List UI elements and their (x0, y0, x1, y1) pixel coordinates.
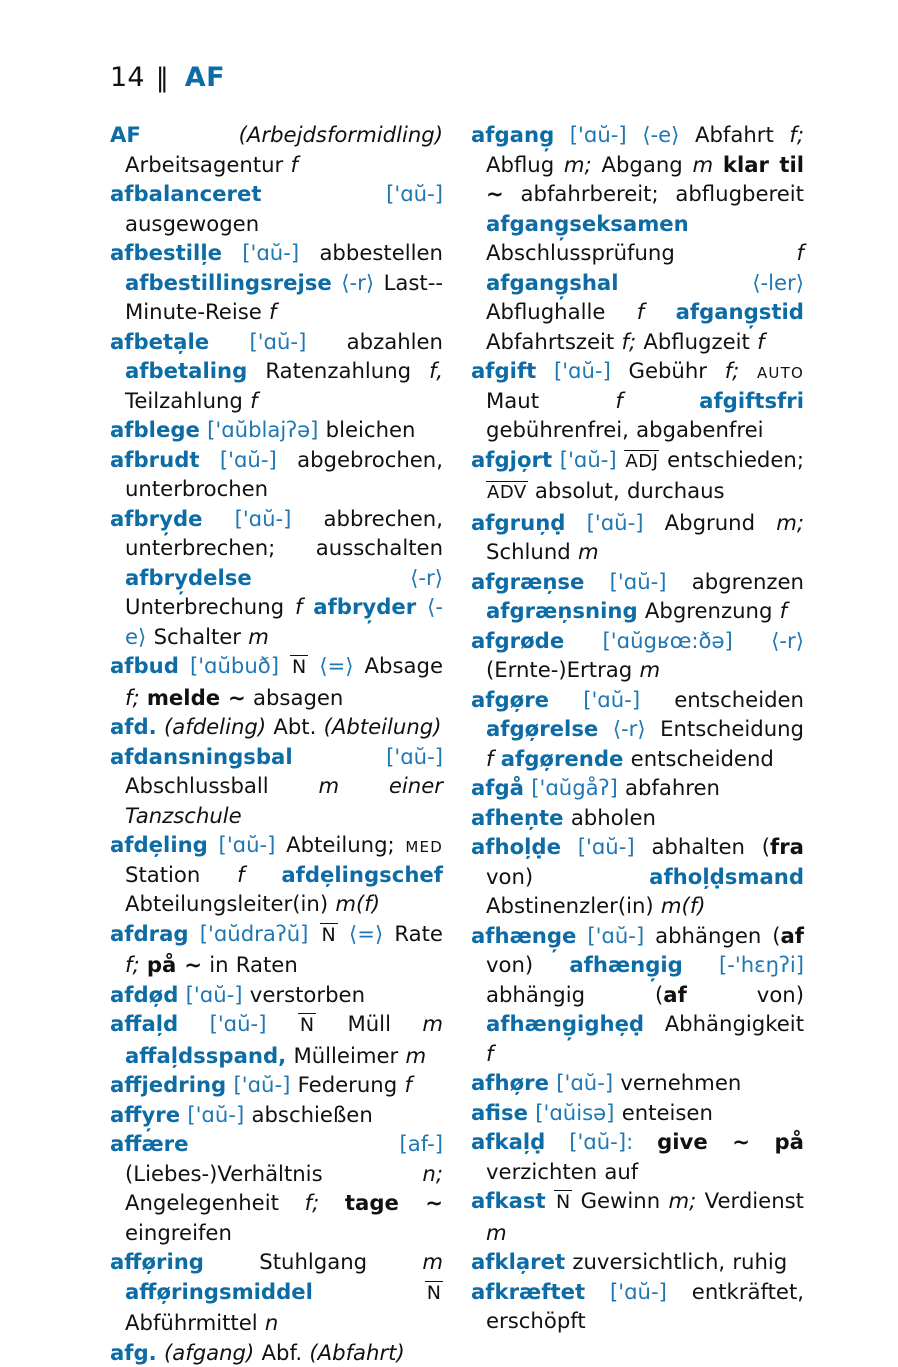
headword: afgå (471, 775, 524, 800)
noun-gender-marker: N (554, 1190, 572, 1213)
dictionary-entry (110, 415, 443, 445)
pronunciation: [-'hɛŋʔi] (719, 952, 804, 977)
headword: afhæng̦ighe̦ḍ (486, 1011, 644, 1036)
gender-italic: m (405, 1043, 426, 1068)
translation-text: von) (486, 864, 533, 889)
headword: afgjo̦rt (471, 447, 552, 472)
headword: afbestill̦e (110, 240, 222, 265)
translation-text: Abt. (273, 714, 316, 739)
headword: afbestillingsrejse (125, 270, 332, 295)
translation-text: Gebühr (629, 358, 707, 383)
translation-text: Abf. (262, 1340, 303, 1365)
gender-italic: m (422, 1011, 443, 1036)
gender-italic: f (295, 594, 302, 619)
dictionary-entry (110, 1247, 443, 1338)
headword: affære (110, 1131, 188, 1156)
dictionary-entry (471, 120, 804, 356)
gender-italic: f (237, 862, 244, 887)
headword: afhol̦ḍe (471, 834, 561, 859)
noun-gender-marker: N (298, 1013, 316, 1036)
headword: afgø̦relse (486, 716, 598, 741)
headword: afbry̦delse (125, 565, 252, 590)
header-divider: ‖ (156, 63, 168, 93)
translation-text: Schlund (486, 539, 571, 564)
inflection-marker: ⟨-e⟩ (642, 122, 679, 147)
headword: afkræftet (471, 1279, 585, 1304)
headword: afkla̦ret (471, 1249, 565, 1274)
translation-text: gebührenfrei, abgabenfrei (486, 417, 764, 442)
translation-text: Abgang (601, 152, 682, 177)
dictionary-entry (110, 919, 443, 980)
headword: afbud (110, 653, 179, 678)
translation-text: absolut, durchaus (535, 478, 725, 503)
translation-text: abhalten ( (651, 834, 770, 859)
running-head (110, 62, 803, 108)
headword: affø̦ringsmiddel (125, 1279, 313, 1304)
dictionary-entry (471, 508, 804, 567)
pronunciation: ['ɑŭ-] (587, 510, 644, 535)
headword: afgang̦shal (486, 270, 618, 295)
dictionary-entry (471, 1277, 804, 1336)
gender-italic: (Abfahrt) (309, 1340, 404, 1365)
headword: afbry̦de (110, 506, 202, 531)
gender-italic: f (291, 152, 298, 177)
left-column (110, 120, 443, 1367)
translation-text: abbestellen (319, 240, 443, 265)
headword: afde̦ling (110, 832, 208, 857)
inflection-marker: ⟨-r⟩ (410, 565, 443, 590)
pronunciation: ['ɑŭgʁœ:ðə] (603, 628, 733, 653)
pronunciation: ['ɑŭ-] (186, 982, 243, 1007)
gender-italic: m (422, 1249, 443, 1274)
translation-text: Verdienst (705, 1188, 804, 1213)
headword: afbalanceret (110, 181, 262, 206)
translation-text: verzichten auf (486, 1159, 638, 1184)
translation-text: Abgrund (665, 510, 755, 535)
translation-text: Federung (298, 1072, 398, 1097)
pronunciation: ['ɑŭ-] (583, 687, 640, 712)
noun-gender-marker: N (425, 1281, 443, 1304)
pronunciation: ['ɑŭdraʔŭ] (200, 921, 309, 946)
pronunciation: ['ɑŭ-] (219, 832, 276, 857)
inflection-marker: ⟨=⟩ (349, 921, 383, 946)
translation-text: eingreifen (125, 1220, 232, 1245)
translation-text: Abführmittel (125, 1310, 258, 1335)
headword: afgrøde (471, 628, 564, 653)
headword: afg. (110, 1340, 157, 1365)
translation-text: entscheiden (674, 687, 804, 712)
dictionary-entry (471, 626, 804, 685)
translation-text: Abteilungsleiter(in) (125, 891, 328, 916)
translation-text: abholen (571, 805, 656, 830)
headword: afgræn̦se (471, 569, 584, 594)
gender-italic: (afgang) (164, 1340, 254, 1365)
headword: afblege (110, 417, 200, 442)
translation-text: entscheidend (631, 746, 774, 771)
gender-italic: f (780, 598, 787, 623)
headword: afgiftsfri (699, 388, 804, 413)
translation-text: abhängen ( (655, 923, 780, 948)
gender-italic: m; (776, 510, 804, 535)
dictionary-entry (471, 921, 804, 1069)
pronunciation: ['ɑŭ-] (187, 1102, 244, 1127)
dictionary-entry (471, 1068, 804, 1098)
gender-italic: f; (305, 1190, 320, 1215)
translation-text: Abschlussprüfung (486, 240, 675, 265)
gender-italic: n (265, 1310, 278, 1335)
translation-text: Abflug (486, 152, 554, 177)
dictionary-entry (471, 1247, 804, 1277)
gender-italic: m (692, 152, 713, 177)
pronunciation: ['ɑŭbuð] (190, 653, 279, 678)
gender-italic: n; (422, 1161, 443, 1186)
guide-word: AF (185, 62, 225, 93)
page-number: 14 (110, 62, 145, 93)
headword: afbry̦der (313, 594, 416, 619)
gender-italic: f; (789, 122, 804, 147)
dictionary-entry (471, 832, 804, 921)
part-of-speech-label: ADJ (624, 450, 659, 472)
dictionary-entry (471, 356, 804, 445)
dictionary-entry (471, 445, 804, 508)
translation-text: Abteilung; (286, 832, 395, 857)
pronunciation: ['ɑŭblajʔə] (207, 417, 318, 442)
collocation: af (780, 923, 804, 948)
translation-text: Maut (486, 388, 539, 413)
headword: afgang̦stid (676, 299, 804, 324)
gender-italic: m (486, 1220, 507, 1245)
headword: afbetaling (125, 358, 247, 383)
collocation: melde ∼ (147, 685, 246, 710)
translation-text: Gewinn (581, 1188, 661, 1213)
dictionary-entry (471, 1127, 804, 1186)
dictionary-entry (110, 504, 443, 652)
translation-text: verstorben (250, 982, 365, 1007)
dictionary-entry (110, 445, 443, 504)
dictionary-entry (110, 712, 443, 742)
dictionary-entry (110, 980, 443, 1010)
headword: afbeta̦le (110, 329, 209, 354)
translation-text: in Raten (209, 952, 298, 977)
translation-text: Rate (394, 921, 443, 946)
dictionary-entry (110, 1070, 443, 1100)
dictionary-entry (110, 651, 443, 712)
translation-text: Abstinenzler(in) (486, 893, 654, 918)
headword: afhæng̦ig (569, 952, 682, 977)
headword: afhæng̦e (471, 923, 576, 948)
gender-italic: m einer Tanzschule (125, 773, 443, 828)
translation-text: bleichen (326, 417, 416, 442)
headword: afgift (471, 358, 536, 383)
pronunciation: ['ɑŭ-] (386, 744, 443, 769)
headword: afdansningsbal (110, 744, 293, 769)
translation-text: Teilzahlung (125, 388, 243, 413)
dictionary-entry (110, 1100, 443, 1130)
translation-text: Abhängigkeit (665, 1011, 804, 1036)
dictionary-entry (471, 567, 804, 626)
gender-italic: f (486, 1041, 493, 1066)
headword: afgø̦rende (501, 746, 624, 771)
headword: afkast (471, 1188, 546, 1213)
translation-text: entschieden; (667, 447, 804, 472)
headword: afhol̦ḍsmand (649, 864, 804, 889)
inflection-marker: ⟨-r⟩ (613, 716, 646, 741)
gender-italic: f (269, 299, 276, 324)
column-container (110, 120, 803, 1367)
inflection-marker: ⟨-r⟩ (771, 628, 804, 653)
pronunciation: ['ɑŭ-] (242, 240, 299, 265)
dictionary-entry (110, 327, 443, 416)
gender-italic: m(f) (661, 893, 706, 918)
pronunciation: [af-] (400, 1131, 443, 1156)
translation-text: Entscheidung (660, 716, 804, 741)
pronunciation: ['ɑŭ-] (556, 1070, 613, 1095)
gender-italic: f (486, 746, 493, 771)
pronunciation: ['ɑŭ-] (560, 447, 617, 472)
headword: afise (471, 1100, 528, 1125)
headword: afbrudt (110, 447, 200, 472)
headword: affjedring (110, 1072, 226, 1097)
pronunciation: ['ɑŭ-] (220, 447, 277, 472)
gender-italic: f (404, 1072, 411, 1097)
dictionary-entry (110, 830, 443, 919)
dictionary-entry (471, 1098, 804, 1128)
headword: afde̦lingschef (281, 862, 443, 887)
headword: afdrag (110, 921, 189, 946)
translation-text: abschießen (251, 1102, 372, 1127)
gender-italic: f (615, 388, 622, 413)
headword: afgang̦seksamen (486, 211, 689, 236)
noun-gender-marker: N (320, 923, 338, 946)
translation-text: entkräftet, erschöpft (486, 1279, 804, 1334)
gender-italic: f (757, 329, 764, 354)
gender-italic: f (637, 299, 644, 324)
gender-italic: f (250, 388, 257, 413)
translation-text: abgebrochen, unterbrochen (125, 447, 443, 502)
headword: affal̦d (110, 1011, 178, 1036)
pronunciation: ['ɑŭ-] (587, 923, 644, 948)
dictionary-entry (110, 179, 443, 238)
collocation: tage ∼ (345, 1190, 443, 1215)
headword: afd. (110, 714, 157, 739)
translation-text: Abfahrt (695, 122, 774, 147)
gender-italic: (Arbejdsformidling) (239, 122, 443, 147)
headword: afgrun̦ḍ (471, 510, 565, 535)
dictionary-entry (110, 1338, 443, 1367)
gender-italic: m; (564, 152, 592, 177)
gender-italic: (Abteilung) (324, 714, 442, 739)
collocation: fra (770, 834, 804, 859)
noun-gender-marker: N (290, 655, 308, 678)
pronunciation: ['ɑŭ-] (610, 1279, 667, 1304)
part-of-speech-label: ADV (486, 481, 528, 503)
subject-label: auto (757, 358, 804, 383)
headword: afgø̦re (471, 687, 549, 712)
dictionary-entry (471, 1186, 804, 1247)
translation-text: Station (125, 862, 200, 887)
translation-text: Mülleimer (293, 1043, 398, 1068)
pronunciation: ['ɑŭ-] (210, 1011, 267, 1036)
pronunciation: ['ɑŭ-] (233, 1072, 290, 1097)
translation-text: absagen (253, 685, 343, 710)
inflection-marker: ⟨-r⟩ (341, 270, 374, 295)
collocation: på ∼ (147, 952, 202, 977)
translation-text: Abschlussball (125, 773, 269, 798)
translation-text: von) (486, 952, 533, 977)
translation-text: von) (757, 982, 804, 1007)
translation-text: Arbeitsagentur (125, 152, 283, 177)
dictionary-entry (110, 1009, 443, 1070)
gender-italic: (afdeling) (164, 714, 266, 739)
pronunciation: ['ɑŭ-] (249, 329, 306, 354)
headword: afgang̦ (471, 122, 554, 147)
gender-italic: f; (125, 685, 140, 710)
pronunciation: ['ɑŭisə] (535, 1100, 614, 1125)
translation-text: abhängig ( (486, 982, 663, 1007)
pronunciation: ['ɑŭ-] (386, 181, 443, 206)
headword: AF (110, 122, 141, 147)
collocation: give ∼ på (657, 1129, 804, 1154)
headword: afhø̦re (471, 1070, 549, 1095)
pronunciation: ['ɑŭgåʔ] (531, 775, 617, 800)
gender-italic: m(f) (335, 891, 380, 916)
gender-italic: f; (621, 329, 636, 354)
translation-text: Abflughalle (486, 299, 605, 324)
headword: affy̦re (110, 1102, 180, 1127)
translation-text: abfahren (625, 775, 720, 800)
headword: afdø̦d (110, 982, 178, 1007)
translation-text: Last--Minute-Reise (125, 270, 443, 325)
dictionary-entry (110, 742, 443, 831)
dictionary-entry (110, 238, 443, 327)
inflection-marker: ⟨=⟩ (319, 653, 353, 678)
translation-text: ausgewogen (125, 211, 259, 236)
gender-italic: f (797, 240, 804, 265)
translation-text: abgrenzen (692, 569, 804, 594)
pronunciation: ['ɑŭ-]: (569, 1129, 633, 1154)
pronunciation: ['ɑŭ-] (578, 834, 635, 859)
dictionary-entry (471, 803, 804, 833)
collocation: klar til ∼ (486, 152, 804, 207)
dictionary-entry (471, 773, 804, 803)
translation-text: Schalter (154, 624, 241, 649)
translation-text: Abflugzeit (643, 329, 750, 354)
pronunciation: ['ɑŭ-] (235, 506, 292, 531)
gender-italic: m; (668, 1188, 696, 1213)
translation-text: Absage (365, 653, 443, 678)
translation-text: abfahrbereit; abflugbereit (521, 181, 804, 206)
headword: affal̦dsspand, (125, 1043, 286, 1068)
headword: affø̦ring (110, 1249, 204, 1274)
translation-text: Ratenzahlung (265, 358, 411, 383)
dictionary-entry (471, 685, 804, 774)
gender-italic: m (578, 539, 599, 564)
pronunciation: ['ɑŭ-] (610, 569, 667, 594)
translation-text: Unterbrechung (125, 594, 284, 619)
gender-italic: f; (725, 358, 740, 383)
pronunciation: ['ɑŭ-] (570, 122, 627, 147)
subject-label: med (405, 832, 443, 857)
translation-text: Angelegenheit (125, 1190, 279, 1215)
translation-text: (Liebes-)Verhältnis (125, 1161, 323, 1186)
headword: afkal̦ḍ (471, 1129, 545, 1154)
translation-text: Stuhlgang (259, 1249, 367, 1274)
translation-text: enteisen (622, 1100, 713, 1125)
gender-italic: m (639, 657, 660, 682)
inflection-marker: ⟨-ler⟩ (752, 270, 804, 295)
inflection-marker: ⟨-e⟩ (125, 594, 443, 649)
gender-italic: m (248, 624, 269, 649)
translation-text: Müll (347, 1011, 390, 1036)
pronunciation: ['ɑŭ-] (554, 358, 611, 383)
dictionary-entry (110, 120, 443, 179)
translation-text: Abfahrtszeit (486, 329, 614, 354)
translation-text: zuversichtlich, ruhig (572, 1249, 787, 1274)
gender-italic: f; (125, 952, 140, 977)
collocation: af (663, 982, 687, 1007)
gender-italic: f, (429, 358, 443, 383)
translation-text: Abgrenzung (645, 598, 773, 623)
dictionary-entry (110, 1129, 443, 1247)
translation-text: abzahlen (347, 329, 443, 354)
headword: afhen̦te (471, 805, 564, 830)
headword: afgræn̦sning (486, 598, 638, 623)
translation-text: abbrechen, unterbrechen; ausschalten (125, 506, 443, 561)
translation-text: (Ernte-)Ertrag (486, 657, 632, 682)
translation-text: vernehmen (620, 1070, 741, 1095)
right-column (471, 120, 804, 1367)
